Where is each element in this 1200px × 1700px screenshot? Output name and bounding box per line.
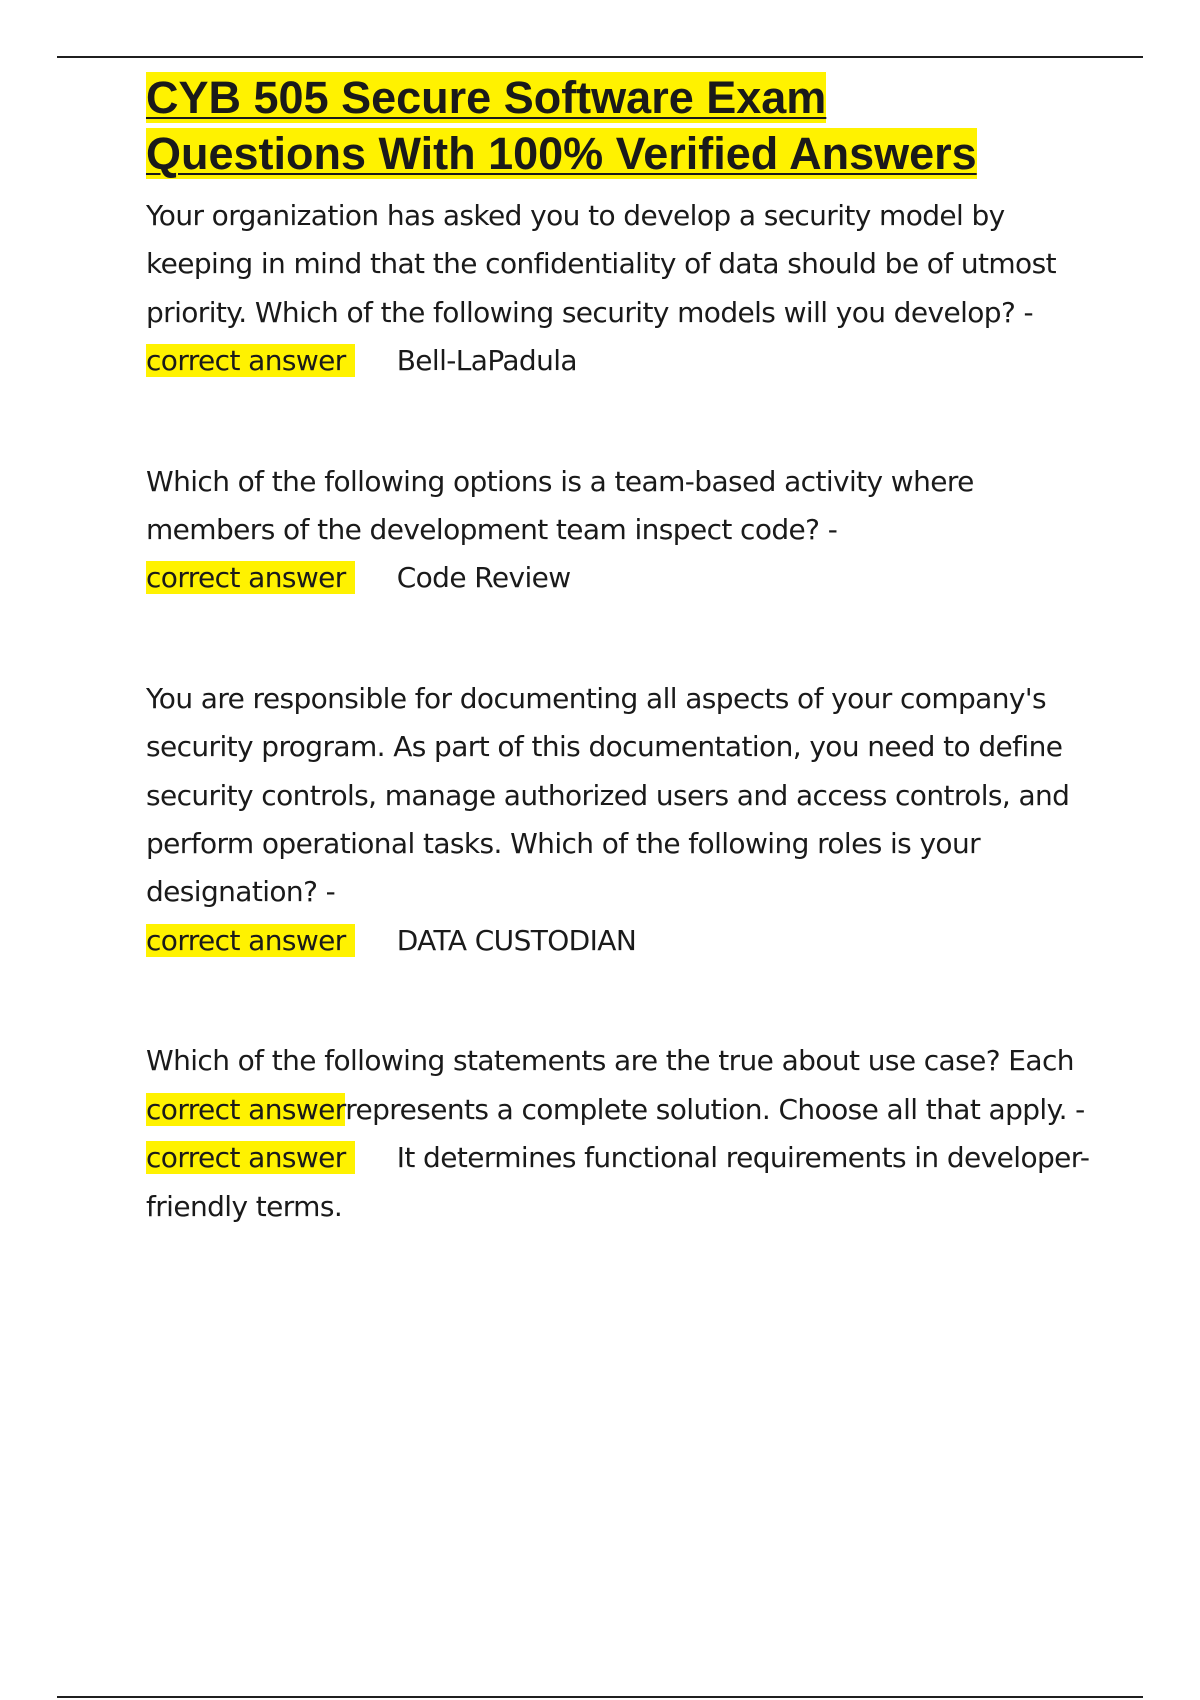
document-title [146, 70, 1106, 182]
title-line-1: CYB 505 Secure Software Exam [146, 72, 827, 123]
answer-text: It determines functional requirements in developer-friendly terms. [146, 1141, 1090, 1223]
answer-text: Bell-LaPadula [396, 344, 577, 378]
question-text-part-1: Which of the following statements are the true about use case? Each [146, 1044, 1074, 1078]
question-text: Which of the following options is a team-based activity where members of the development team inspect code? - [146, 464, 974, 547]
qa-item-1 [146, 192, 1106, 386]
question-text: You are responsible for documenting all aspects of your company's security program. As part of this documentation, you need to define security controls, manage authorized users and access controls, and perform operational tasks. Which of the following roles is your designation? - [146, 681, 1070, 909]
inline-correct-answer-label: correct answer [146, 1092, 346, 1126]
correct-answer-label: correct answer [146, 1141, 355, 1174]
correct-answer-label: correct answer [146, 924, 355, 957]
top-rule [57, 56, 1143, 58]
answer-text: Code Review [396, 561, 571, 595]
qa-item-2 [146, 458, 1106, 603]
correct-answer-label: correct answer [146, 561, 355, 594]
question-text: Your organization has asked you to develop a security model by keeping in mind that the confidentiality of data should be of utmost priority. Which of the following security models will you develop? - [146, 199, 1056, 329]
correct-answer-label: correct answer [146, 344, 355, 377]
answer-text: DATA CUSTODIAN [396, 923, 637, 957]
bottom-rule [57, 1696, 1143, 1698]
title-line-2: Questions With 100% Verified Answers [146, 128, 977, 179]
qa-item-4 [146, 1037, 1106, 1231]
qa-item-3 [146, 675, 1106, 965]
document-body [146, 70, 1106, 1231]
question-text-part-2: represents a complete solution. Choose all that apply. - [345, 1092, 1085, 1126]
